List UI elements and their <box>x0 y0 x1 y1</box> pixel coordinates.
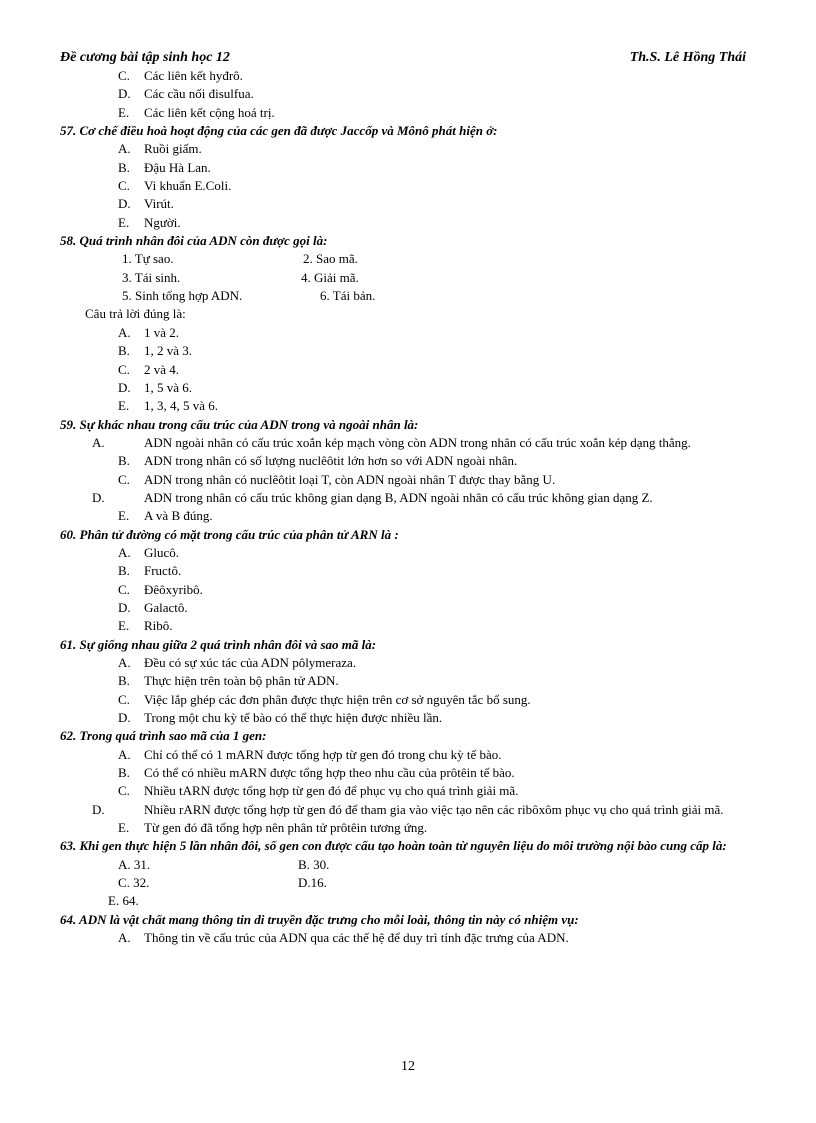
numbered-item-row: 5. Sinh tổng hợp ADN. 6. Tái bản. <box>122 288 376 304</box>
header-right: Th.S. Lê Hồng Thái <box>629 50 746 65</box>
numbered-item-row: 3. Tái sinh. 4. Giải mã. <box>122 269 359 285</box>
option-item: D. Các cầu nối đisulfua. <box>118 86 254 102</box>
question-64-title: 64. ADN là vật chất mang thông tin di truyền đặc trưng cho mỗi loài, thông tin này có nhiệm vụ: <box>60 911 579 927</box>
option-item: D. ADN trong nhân có cấu trúc không gian dạng B, ADN ngoài nhân có cấu trúc không gian dạng Z. <box>92 489 653 505</box>
question-60-title: 60. Phân tử đường có mặt trong cấu trúc của phân tử ARN là : <box>60 526 399 542</box>
option-item: A. Ruồi giấm. <box>118 141 202 157</box>
question-62-title: 62. Trong quá trình sao mã của 1 gen: <box>60 728 267 744</box>
option-item: D. Virút. <box>118 196 174 212</box>
option-item: D. 1, 5 và 6. <box>118 379 193 395</box>
option-item: B. Fructô. <box>118 563 182 579</box>
answer-row: A. 31. B. 30. <box>118 856 330 872</box>
option-item: E. A và B đúng. <box>118 508 213 524</box>
option-item: E. 1, 3, 4, 5 và 6. <box>118 398 219 414</box>
answer-row: C. 32. D.16. <box>118 875 327 891</box>
option-item: D. Trong một chu kỳ tế bào có thể thực hiện được nhiều lần. <box>118 710 443 726</box>
option-item: C. 2 và 4. <box>118 361 180 377</box>
question-57-title: 57. Cơ chế điều hoà hoạt động của các gen đã được Jaccốp và Mônô phát hiện ở: <box>60 123 498 139</box>
question-58-title: 58. Quá trình nhân đôi của ADN còn được gọi là: <box>60 233 328 249</box>
option-item: C. Các liên kết hyđrô. <box>118 68 243 83</box>
page-header <box>60 50 746 68</box>
option-item: A. ADN ngoài nhân có cấu trúc xoắn kép mạch vòng còn ADN trong nhân có cấu trúc xoắn kép dạng thẳng. <box>92 434 691 450</box>
option-item: B. ADN trong nhân có số lượng nuclêôtit lớn hơn so với ADN ngoài nhân. <box>118 453 518 469</box>
answer-row: E. 64. <box>108 893 139 909</box>
page-number: 12 <box>401 1059 415 1074</box>
option-item: B. 1, 2 và 3. <box>118 343 193 359</box>
option-item: A. 1 và 2. <box>118 324 180 340</box>
answer-prompt: Câu trả lời đúng là: <box>85 306 186 322</box>
option-item: E. Từ gen đó đã tổng hợp nên phân tử prôtêin tương ứng. <box>118 820 428 836</box>
option-item: B. Thực hiện trên toàn bộ phân tử ADN. <box>118 673 339 689</box>
option-item: C. Việc lắp ghép các đơn phân được thực hiện trên cơ sở nguyên tắc bổ sung. <box>118 691 531 707</box>
numbered-item-row: 1. Tự sao. 2. Sao mã. <box>122 251 358 267</box>
option-item: D. Nhiều rARN được tổng hợp từ gen đó để tham gia vào việc tạo nên các ribôxôm phục vụ cho quá trình giải mã. <box>92 801 724 817</box>
option-item: D. Galactô. <box>118 599 188 615</box>
option-item: E. Các liên kết cộng hoá trị. <box>118 104 275 120</box>
option-item: C. ADN trong nhân có nuclêôtit loại T, còn ADN ngoài nhân T được thay bằng U. <box>118 471 556 487</box>
option-item: E. Người. <box>118 214 181 230</box>
option-item: A. Chỉ có thể có 1 mARN được tổng hợp từ gen đó trong chu kỳ tế bào. <box>118 746 502 762</box>
option-item: B. Đậu Hà Lan. <box>118 159 211 175</box>
page-content <box>60 67 755 948</box>
question-63-title: 63. Khi gen thực hiện 5 lần nhân đôi, số gen con được cấu tạo hoàn toàn từ nguyên liệu do môi trường nội bào cung cấp là: <box>60 838 727 854</box>
option-item: C. Đêôxyribô. <box>118 581 203 597</box>
question-59-title: 59. Sự khác nhau trong cấu trúc của ADN trong và ngoài nhân là: <box>60 416 419 432</box>
option-item: C. Nhiều tARN được tổng hợp từ gen đó để phục vụ cho quá trình giải mã. <box>118 783 519 799</box>
option-item: B. Có thể có nhiều mARN được tổng hợp theo nhu cầu của prôtêin tế bào. <box>118 765 515 781</box>
option-item: C. Vi khuẩn E.Coli. <box>118 178 232 194</box>
option-item: A. Đều có sự xúc tác của ADN pôlymeraza. <box>118 655 357 670</box>
header-left: Đề cương bài tập sinh học 12 <box>60 50 230 65</box>
option-item: A. Thông tin về cấu trúc của ADN qua các thế hệ để duy trì tính đặc trưng của ADN. <box>118 930 569 946</box>
question-61-title: 61. Sự giống nhau giữa 2 quá trình nhân đôi và sao mã là: <box>60 636 377 652</box>
option-item: A. Glucô. <box>118 544 180 560</box>
option-item: E. Ribô. <box>118 618 173 634</box>
